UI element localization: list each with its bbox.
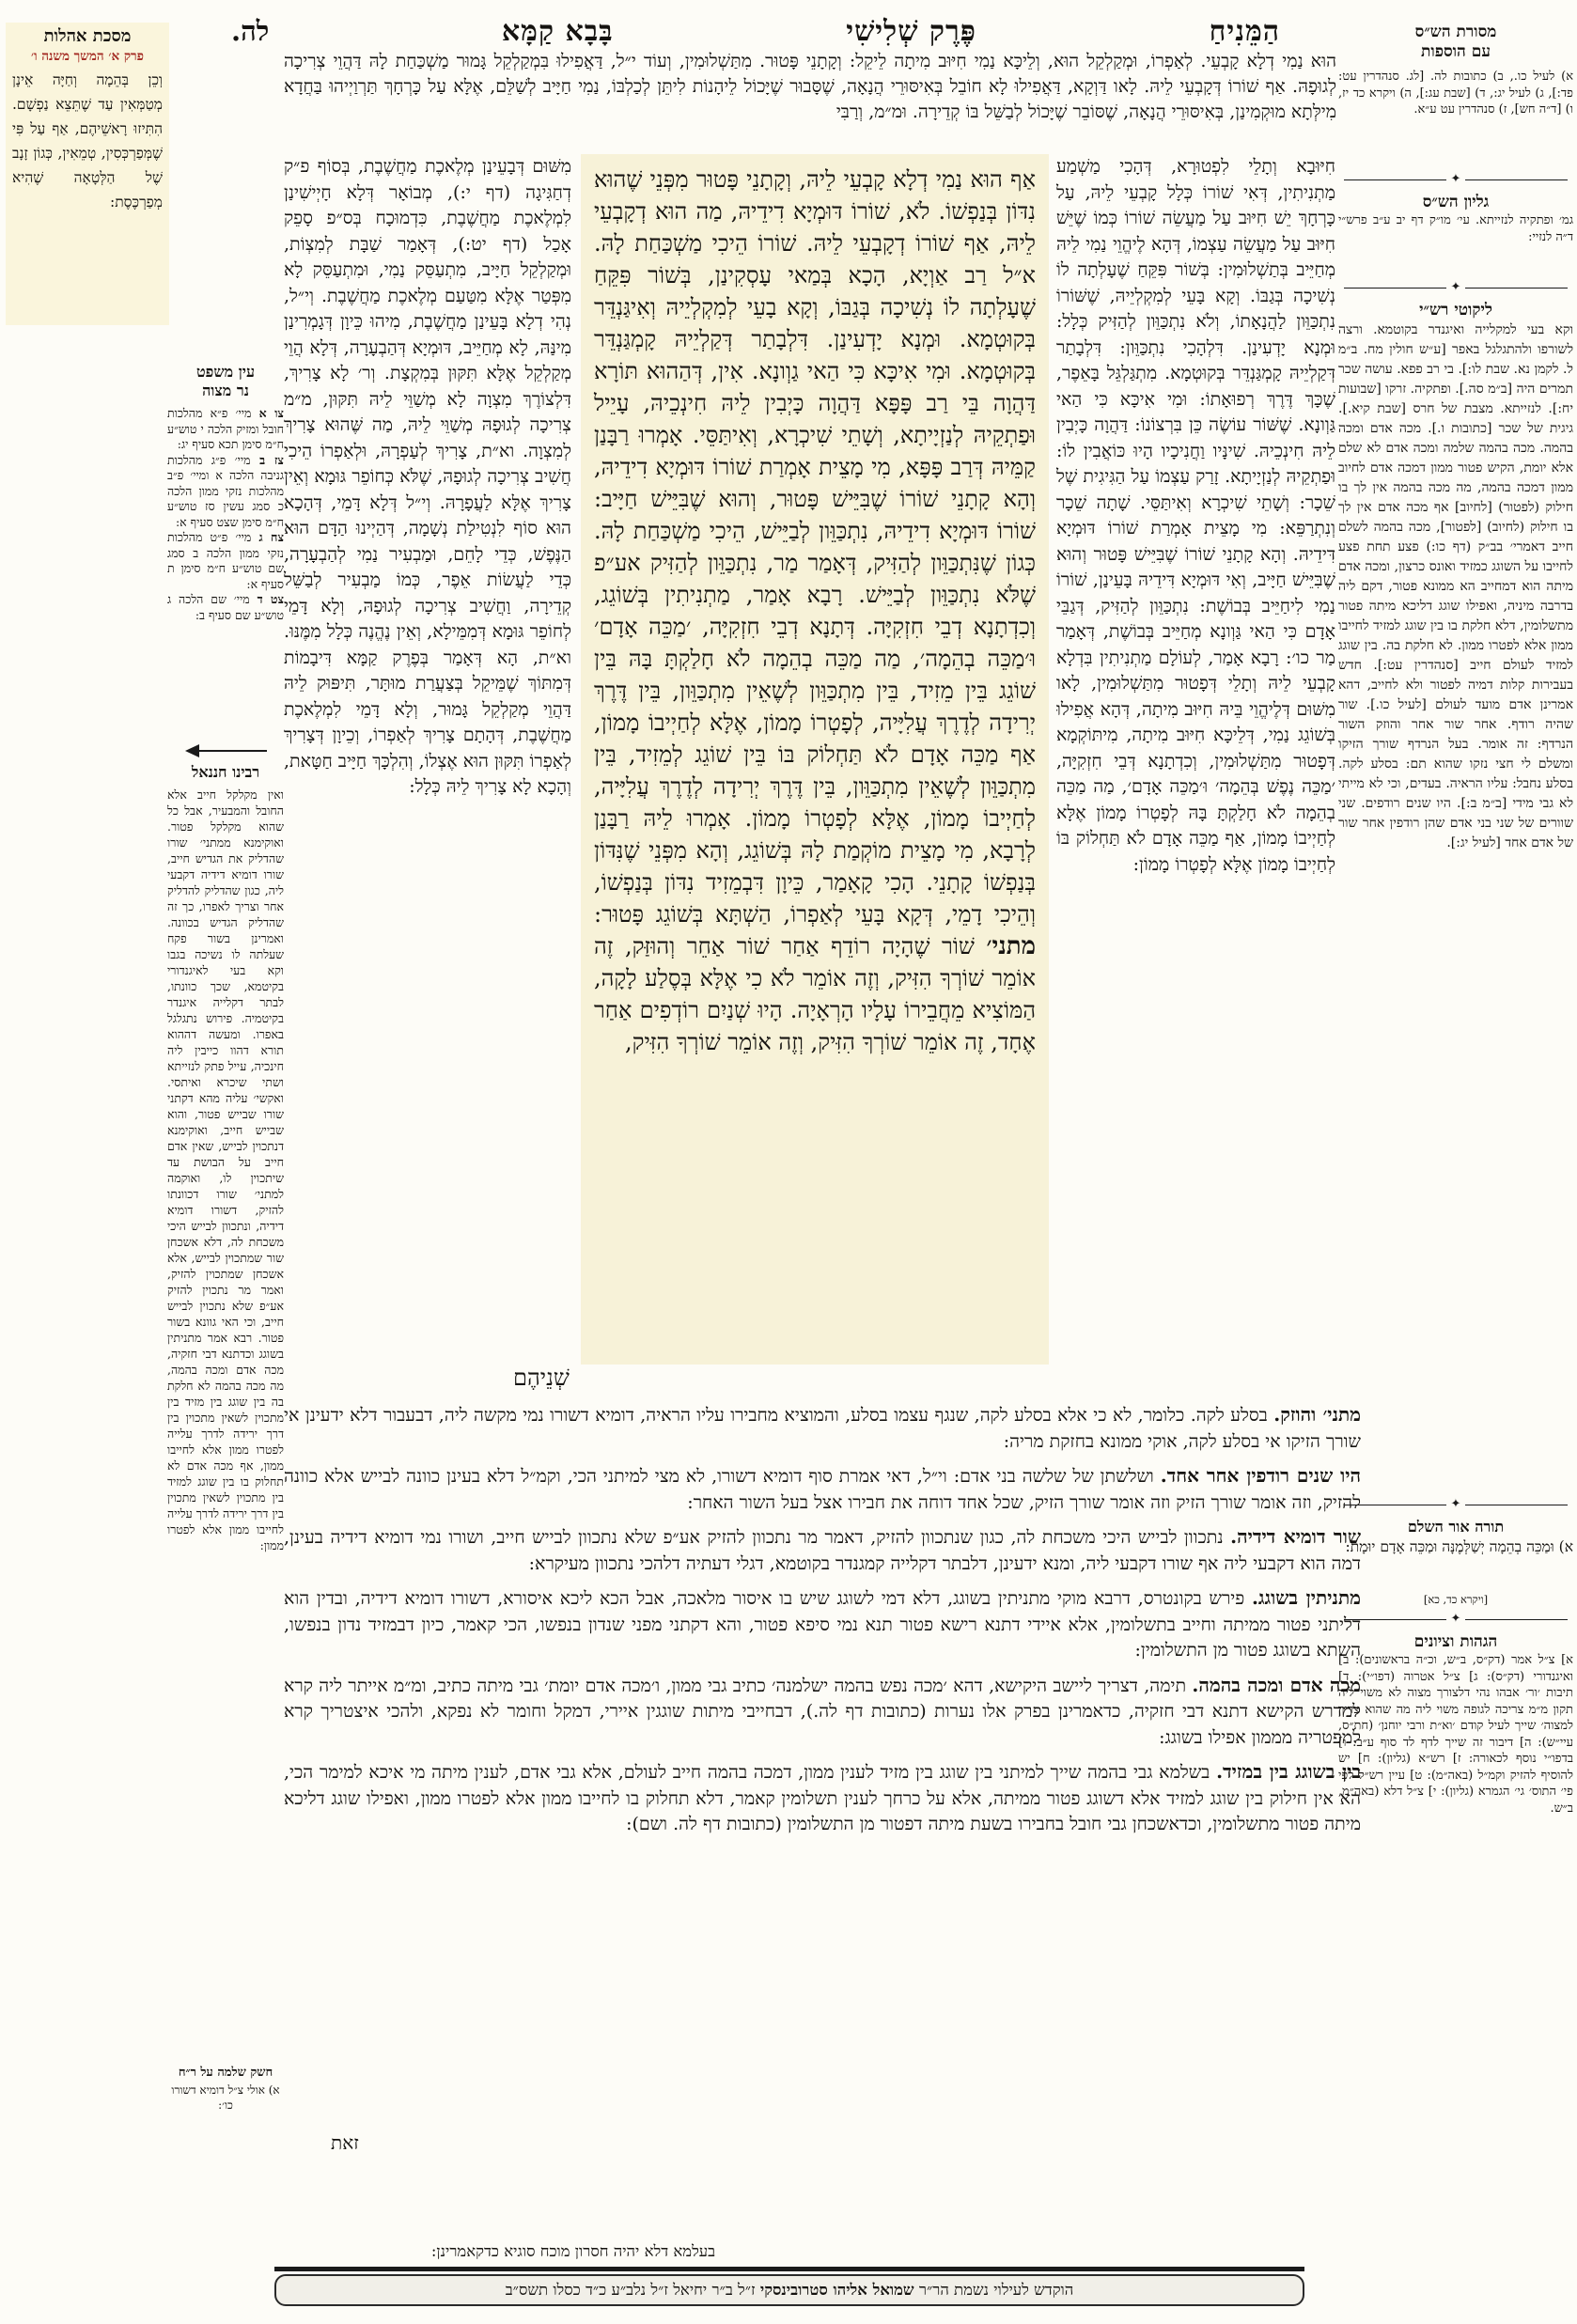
hagahot-title: הגהות וציונים <box>1413 1632 1498 1651</box>
ein-entry <box>167 453 284 531</box>
commentary-paragraph <box>284 1463 1361 1516</box>
torah-or-verse: א) וּמַכֵּה בְהֵמָה יְשַׁלְּמֶנָּה וּמַכֵּה אָדָם יוּמָת: <box>1345 1538 1573 1555</box>
perek-name: הַמֵּנִיחַ <box>1209 15 1280 48</box>
closing-line: בעלמא דלא יהיה חסרון מוכח סוגיא כדקאמרינן: <box>430 2242 716 2260</box>
hagahot-text: א] צ״ל אמר (דק״ס, ב״ש, וכ״ה בראשונים): ב] ואיגנדורי (דק״ס): ג] צ״ל אטרוה (דפו״י): ד] תיבות ׳ור׳ אבהו נהי דלצורך מצוה לא משוי ליה תקון מ״מ צריכה לגופה משוי ליה מה שהוא צריך למצוה׳ שייך לעיל קודם ׳וא״ת ורבי יוחנן׳ (חת״ס, עיי״ש): ה] דיבור זה שייך לדף לד סוף ע״ב: ו] בדפו״י נוסף לכאורה: ז] רש״א (גליון): ח] יש להוסיף להזיק וקמ״ל (באה״מ): ט] עיין רש״ל לפי פי׳ התוס׳ גי׳ הגמרא (גליון): י] צ״ל דלא (באה״מ, ב״ש. <box>1338 1653 1573 1816</box>
torah-or-source: [ויקרא כד, כא] <box>1423 1593 1489 1606</box>
paragraph-catchword: מתניתין בשוגג. <box>1251 1586 1361 1609</box>
ner-mitzvah-title: נר מצוה <box>202 382 249 399</box>
divider-ornament <box>1344 1614 1568 1624</box>
daf-number: לה. <box>231 15 270 47</box>
mishnah-label: מתני׳ <box>986 932 1036 960</box>
gemara-catchword: שְׁנֵיהֶם <box>513 1365 570 1391</box>
paragraph-text: ושלשתן של שלשה בני אדם: וי״ל, דאי אמרת סוף דומיא דשורו, לא מצי למיתני הכי, וקמ״ל דלא בעינן כוונה לבייש אלא כוונה להזיק, וזה אומר שורך הזיק וזה אומר שורך הזיק, שכל אחד דוחה את חבירו אצל בעל השור האחר: <box>284 1466 1361 1513</box>
ornament-diamond-icon: ✦ <box>1450 1612 1461 1626</box>
cheshek-shlomo-title: חשק שלמה על ר״ח <box>178 2066 273 2080</box>
inner-gutter-column <box>167 363 284 2113</box>
entry-letter: צט ד <box>257 592 284 606</box>
rabbeinu-chananel-text: ואין מקלקל חייב אלא החובל והמבעיר, אבל כל שהוא מקלקל פטור. ואוקימנא ממתני׳ שורו שהדליק את הגדיש חייב, שורו דומיא דידיה דקבעי ליה, כגון שהדליק להדליק אחר וצריך לאפרו, כך זה שהדליק הגדיש בכוונה. ואמרינן בשור פקח שעלתה לו נשיכה בגבו וקא בעי לאיגנדורי בקיטמא, שכך כוונתו, לבתר דקלייה איגנדר בקיטמיה. פירוש נתגלגל באפרו. ומעשה דההוא תורא דהוו כייבין ליה חינכיה, עייל פתק לנזייתא ושתי שיכרא ואיתסי. ואקשי׳ עליה מהא דקתני שורו שבייש פטור, והוא שבייש חייב, ואוקימנא דנתכוין לבייש, שאין אדם חייב על הבושת עד שיתכוין לו, ואוקמה למתני׳ שורו דכוונתו להזיק, דשורו דומיא דידיה, ונתכוון לבייש היכי משכחת לה, דלא אשכחן שור שמתכוין לבייש, אלא אשכחן שמתכוין להזיק, ואמר מר נתכוין להזיק אע״פ שלא נתכוין לבייש חייב, וכי האי גוונא בשור פטור. רבא אמר מתניתין בשוגג וכדתנא דבי חזקיה, מכה אדם ומכה בהמה, מה מכה בהמה לא חלקת בה בין שוגג בין מזיד בין מתכוין לשאין מתכוין בין דרך ירידה לדרך עלייה לפטרו ממון אלא לחייבו ממון, אף מכה אדם לא תחלוק בו בין שוגג למזיד בין מתכוין לשאין מתכוין בין דרך ירידה לדרך עלייה לחייבו ממון אלא לפטרו ממון: <box>167 788 284 1552</box>
commentary-paragraph <box>284 1759 1361 1838</box>
corner-mishnah-box <box>6 23 169 325</box>
outer-margin-column <box>1338 23 1573 1968</box>
ein-mishpat-title: עין משפט <box>195 363 256 381</box>
masoret-title: מסורת הש״ס <box>1414 23 1497 41</box>
commentary-right-column: חִיּוּבָא וְתָלֵי לִפְטוּרָא, דְּהָכִי מַשְׁמַע מַתְנִיתִין, דְּאִי שׁוֹרוֹ כְּלָל קָבְעֵי לֵיהּ, עַל כָּרְחָךְ יֵשׁ חִיּוּב עַל מַעֲשֵׂה שׁוֹרוֹ כְּמוֹ שֶׁיֵּשׁ חִיּוּב עַל מַעֲשֵׂה עַצְמוֹ, דְּהָא לֶיהֱוֵי נַמִי לֵיהּ מְחַיֵּיב בְּתַשְׁלוּמִין: בְּשׁוֹר פִּקֵּחַ שֶׁעָלְתָה לוֹ נְשִׁיכָה בְּגַבּוֹ. וְקָא בָּעֵי לְמִקְלְיֵיהּ, שֶׁשּׁוֹרוֹ נִתְכַּוֵּון לַהֲנָאָתוֹ, וְלֹא נִתְכַּוֵּון לְהַזִּיק כְּלָל: וּמְנָא יָדְעִינַן. דִּלְהָכִי נִתְכַּוֵּון: דִּלְבָתַר דְּקַלְיֵיהּ קָמְגַּנְדֵּר בְּקוּטְמָא. מִתְגַּלְגֵּל בָּאֵפֶר, שֶׁכָּךְ דֶּרֶךְ רְפוּאָתוֹ: וּמִי אִיכָּא כִּי הַאי גַּוְונָא. שֶׁשּׁוֹר עוֹשֶׂה כֵּן בִּרְצוֹנוֹ: דַּהֲוָה כָּיְבִין לֵיהּ חִינְכֵיהּ. שִׁינָּיו וַחֲנִיכָיו הָיוּ כּוֹאֲבִין לוֹ: וּפַתְקֵיהּ לְנַזְיָיתָא. זָרַק עַצְמוֹ עַל הַגִּיגִית שֶׁל שֵׁכָר: וְשָׁתֵי שִׁיכְרָא וְאִיתַּסֵּי. שָׁתָה שֵׁכָר וְנִתְרַפֵּא: מִי מָצֵית אָמְרַת שׁוֹרוֹ דּוּמְיָא דִּידֵיהּ. וְהָא קָתָנֵי שׁוֹרוֹ שֶׁבִּיֵּישׁ פָּטוּר וְהוּא שֶׁבִּיֵּישׁ חַיָּיב, וְאִי דּוּמְיָא דִּידֵיהּ בָּעֵינַן, שׁוֹרוֹ נַמִי לִיחַיֵּיב בְּבוֹשֶׁת: נִתְכַּוֵּון לְהַזִּיק, דְּגַבֵּי אָדָם כִּי הַאי גַּוְונָא מְחַיֵּיב בְּבוֹשֶׁת, דְּאָמַר מַר כו׳: רָבָא אָמַר, לְעוֹלָם מַתְנִיתִין בִּדְלָא קָבְעֵי לֵיהּ וְתָלֵי דְּפָטוּר מִתַּשְׁלוּמִין, לָאו מִשּׁוּם דְּלֶיהֱוֵי בֵּיהּ חִיּוּב מִיתָה, דְּהָא אֲפִילוּ בְּשׁוֹגֵג נַמִי, דְּלֵיכָּא חִיּוּב מִיתָה, מִיתּוֹקְמָא דְּפָטוּר מִתַּשְׁלוּמִין, וְכִדְתָנָא דְּבֵי חִזְקִיָּה, ׳מַכֵּה נֶפֶשׁ בְּהֵמָה׳ וּ׳מַכֵּה אָדָם׳, מַה מַכֵּה בְהֵמָה לֹא חָלַקְתָּ בָּהּ לְפָטְרוֹ מָמוֹן אֶלָּא לְחַיְיבוֹ מָמוֹן, אַף מַכֵּה אָדָם לֹא תַּחְלוֹק בּוֹ לְחַיְיבוֹ מָמוֹן אֶלָּא לְפָטְרוֹ מָמוֹן: <box>1056 156 1335 875</box>
corner-tractate-title: מסכת אהלות <box>43 26 132 46</box>
commentary-paragraph <box>284 1673 1361 1752</box>
paragraph-text: נתכוון לבייש היכי משכחת לה, כגון שנתכוון להזיק, דאמר מר נתכוון להזיק אע״פ שלא נתכוון לבייש חייב, ושורו נמי דומיא דידיה בעינן, דמה הוא דקבעי ליה אף שורו דקבעי ליה, ומנא ידעינן, דלבתר דקלייה קמגנדר בקוטמא, דגלי דעתיה דלהכי נתכוון מעיקרא: <box>284 1527 1361 1574</box>
entry-text: מיי׳ שם הלכה ג טוש״ע שם סעיף ב: <box>167 592 284 622</box>
commentary-paragraph <box>284 1402 1361 1455</box>
next-page-catchword: זאת <box>331 2131 359 2154</box>
paragraph-text: בסלע לקה. כלומר, לא כי אלא בסלע לקה, שנגף עצמו בסלע, והמוציא מחבירו עליו הראיה, דומיא דשורו נמי מקשה ליה, דבעבור דלא ידעינן אי שורך הזיקו אי בסלע לקה, אוקי ממונא בחזקת מריה: <box>284 1405 1361 1452</box>
entry-letter: צח ג <box>258 530 284 544</box>
divider-ornament <box>1344 280 1568 294</box>
entry-text: מיי׳ פ״א מהלכות חובל ומזיק הלכה י טוש״ע ח״מ סימן תכא סעיף יג: <box>167 406 284 451</box>
ornament-diamond-icon: ✦ <box>1450 1497 1461 1511</box>
gemara-highlighted-block <box>581 154 1049 1365</box>
entry-letter: צז ב <box>259 452 284 467</box>
masechet-name: בָּבָא קַמָּא <box>501 15 614 48</box>
corner-perek-subtitle: פרק א׳ המשך משנה ו׳ <box>30 49 145 64</box>
commentary-paragraph <box>284 1524 1361 1577</box>
commentary-paragraph <box>284 1585 1361 1664</box>
ein-entry <box>167 406 284 453</box>
likutei-rashi-title: ליקוטי רש״י <box>1419 301 1492 320</box>
cheshek-shlomo-text: א) אולי צ״ל דומיא דשורו כו׳: <box>171 2083 280 2112</box>
dedication-name: שמואל אליהו סטרובינסקי <box>759 2281 914 2299</box>
ornament-diamond-icon: ✦ <box>1450 172 1461 186</box>
gilyon-text: גמ׳ ופתקיה לנזייתא. עי׳ מו״ק דף יב ע״ב פרש״י ד״ה לנזיי: <box>1338 213 1573 244</box>
paragraph-catchword: מתני׳ והוזק. <box>1273 1403 1361 1426</box>
ein-entry <box>167 530 284 592</box>
commentary-left-column: מִשּׁוּם דְּבָעֵינַן מְלֶאכֶת מַחֲשֶׁבֶת, בְּסוֹף פ״ק דְחַגִּיגָה (דף י:), מְבוֹאָר דְּלָא חָיְישִׁינַן לִמְלֶאכֶת מַחֲשֶׁבֶת, כִּדְמוּכָח בְּס״פ סָפֵק אָכַל (דף יט:), דְּאָמַר שַׁבָּת לְמִצְוֹת, וּמְקַלְקֵל חַיָּיב, מִתְעַסֵּק נַמִי, וּמִתְעַסֵּק לָא מִפְּטַר אֶלָּא מִטַּעַם מְלֶאכֶת מַחֲשֶׁבֶת. וְי״ל, נְהִי דְלָא בָּעֵינַן מַחֲשֶׁבֶת, מִיהוּ כֵּיוָן דְּגָמְרִינַן מִינַּהּ, לָא מְחַיֵּיב, דּוּמְיָא דְּהַבְעָרָה, דְּלָא הֲוֵי מְקַלְקֵל אֶלָּא תִּקּוּן בְּמִקְצָת. וְר׳ לָא צָרִיךְ, דִּלְצוֹרֶךְ מִצְוָה לָא מְשַׁוֵּי לֵיהּ תִּקּוּן, מ״מ צְרִיכָה לְגוּפָהּ מְשַׁוֵּי לֵיהּ, מַה שֶּׁהוּא צָרִיךְ לְמִצְוָה. וא״ת, צָרִיךְ לְעַפְרָהּ, וּלְאַפְרוֹ הֵיכִי חֲשִׁיב צְרִיכָה לְגוּפָהּ, שֶׁלֹּא כְּחוֹפֵר גּוּמָא וְאֵין צָרִיךְ אֶלָּא לַעֲפָרָהּ. וְי״ל דְּלָא דָּמֵי, דְּהָכָא הוּא סוֹף לִנְטִילַת נְשָׁמָה, דְּהַיְינוּ הַדָּם הוּא הַנֶּפֶשׁ, כְּדֵי לָחֵם, וּמַבְעִיר נַמִי לְהַבְעָרָה, כְּדֵי לַעֲשׂוֹת אֵפֶר, כְּמוֹ מַבְעִיר לְבַשֵּׁל קְדֵירָה, וַחֲשִׁיב צְרִיכָה לְגוּפָהּ, וְלָא דָּמֵי לְחוֹפֵר גּוּמָא דְּמִמֵּילָא, וְאֵין נֶהֱנֶה כְּלָל מִמֶּנּוּ. וא״ת, הָא דְּאָמַר בְּפֶרֶק קַמָּא דִּיבָמוֹת דְּמִתּוֹךְ שֶׁמֵּיקֵל בְּצַעֲרַת מוּתָּר, תִּיפּוּק לֵיהּ דַּהֲוֵי מְקַלְקֵל גָּמוּר, וְלָא דָּמֵי לִמְלֶאכֶת מַחֲשֶׁבֶת, דְּהָתָם צָרִיךְ לְאַפְרוֹ, וְכֵיוָן דְּצָרִיךְ לְאַפְרוֹ תִּקּוּן הוּא אֶצְלוֹ, וְהִלְכָּךְ חַיָּיב חַטָּאת, וְהָכָא לָא צָרִיךְ לֵיהּ כְּלָל: <box>284 156 571 797</box>
arrow-divider-icon <box>192 750 267 752</box>
entry-text: מיי׳ פ״ט מהלכות נזקי ממון הלכה ב סמג שם טוש״ע ח״מ סימן ת סעיף א: <box>167 530 284 591</box>
paragraph-text: בשלמא גבי בהמה שייך למיתני בין שוגג בין מזיד לענין ממון, דמכה בהמה חייב לעולם, אלא גבי אדם, לענין מיתה מי איכא למימר הכי, הא אין חילוק בין שוגג למזיד אלא דשוגג פטור ממיתה, אלא על כרחך לענין תשלומין קאמר, דלא תחלוק בו לחייבו ממון אלא לפטרו ממון, ואפילו שוגג דליכא מיתה פטור מתשלומין, וכדאשכחן גבי חובל בחבירו בשעת מיתה דפטור מן התשלומין (כתובות דף לה. ושם): <box>284 1762 1361 1834</box>
perek-number: פֶּרֶק שְׁלִישִׁי <box>846 15 977 48</box>
divider-ornament <box>1344 172 1568 186</box>
rabbeinu-chananel-title: רבינו חננאל <box>191 763 260 781</box>
masoret-subtitle: עם הוספות <box>1421 42 1491 61</box>
entry-letter: צו א <box>258 406 284 420</box>
masoret-references: א) לעיל כו., ב) כתובות לה. [לג. סנהדרין עט: פד:], ג) לעיל יג:, ד) [שבת עג:], ה) ויקרא כד יז, ו) [ד״ה חש], ז) סנהדרין עט ע״א. <box>1338 70 1573 117</box>
likutei-rashi-text: וקא בעי למקלייה ואיגנדר בקוטמא. ורצה לשורפו ולהתגלגל באפר [ע״ש חולין מח. ב״מ ל. לקמן נא. שבת לו:]. בי רב פפא. עושה שכר תמרים היה [ב״מ סה.]. ופתקיה. זרקו [שבועות יח:]. לנזייתא. מצבת של חרס [שבת קיא.]. גיגית של שכר [כתובות ו.]. מכה אדם ומכה בהמה. מכה בהמה שלמה ומכה אדם לא שלם אלא יומת, הקיש פטור ממון דמכה אדם לחיוב ממון דמכה בהמה, מה מכה בהמה אין לך בו חילוק (לפטור) [לחיוב] אף מכה אדם אין לך בו חילוק (לחיוב) [לפטור], מכה בהמה לשלם חייב דאמרי׳ בב״ק (דף כו:) פצע תחת פצע לחייבו על השוגג כמזיד ואונס כרצון, ומכה אדם מיתה הוא דמחייב הא ממונא פטור, דקם ליה בדרבה מיניה, ואפילו שוגג דליכא מיתה פטור מתשלומין, דלא חלקת בו בין שוגג למזיד לחייבו ממון אלא לפטרו ממון. לא חלקת בה. בין שוגג למזיד לעולם חייב [סנהדרין עט:]. חדש בעבירות קלות דמיה לפטור ולא לחייב, דהא אמרינן אדם מועד לעולם [לעיל כו.]. שור שהיה רודף. אחר שור אחר והוזק השור הנרדף: זה אומר. בעל הנרדף שורך הזיקו ומשלם לי חצי נזקו שהוא תם: בסלע לקה. בסלע נחבל: עליו הראיה. בעדים, וכי לא מייתי לא גבי מידי [ב״מ ב:]. היו שנים רודפים. שני שוורים של שני בני אדם שהן רודפין אחר שור של אדם אחד [לעיל יג:]. <box>1338 322 1573 850</box>
dedication-prefix: הוקדש לעילוי נשמת הר״ר <box>918 2281 1074 2299</box>
lower-commentary <box>284 1402 1361 2235</box>
paragraph-catchword: מכה אדם ומכה בהמה. <box>1192 1673 1361 1696</box>
entry-text: מיי׳ פ״ג מהלכות גניבה הלכה א ומיי׳ פ״ב מהלכות נזקי ממון הלכה כ סמג עשין סז טוש״ע ח״מ סימן שצט סעיף א: <box>167 452 284 529</box>
paragraph-text: תימה, דצריך ליישב היקישא, דהא ׳מכה נפש בהמה ישלמנה׳ כתיב גבי ממון, ו׳מכה אדם יומת׳ גבי מיתה כתיב, ומ״מ אייתר ליה קרא למדרש הקישא דתנא דבי חזקיה, כדאמרינן בפרק אלו נערות (כתובות דף לה.), דבחייבי מיתות שוגגין איירי, דמקל וחומר לא נפקא, ולהכי איצטריך קרא למפטריה מממון אפילו בשוגג: <box>284 1675 1361 1748</box>
gilyon-title: גליון הש״ס <box>1422 193 1490 211</box>
paragraph-text: פירש בקונטרס, דרבא מוקי מתניתין בשוגג, דלא דמי לשוגג שיש בו איסור מלאכה, אבל הכא ליכא איסורא, דשורו דומיא דידיה, ובדין הוא דליתני פטור ממיתה וחייב בתשלומין, אלא איידי דתנא רישא פטור תנא נמי סיפא פטור, והא דקתני מפני שנדון בנפשו, הכי קאמר, כיון דבמזיד נדון בנפשו, השתא בשוגג פטור מן התשלומין: <box>284 1588 1361 1661</box>
torah-or-title: תורה אור השלם <box>1407 1518 1505 1536</box>
commentary-top-lines: הוּא נַמִי דְלָא קָבְעֵי. לְאַפְרוֹ, וּמְקַלְקֵל הוּא, וְלֵיכָּא נַמִי חִיּוּב מִיתָה לֵיקֵל: וְקָתָנֵי פָּטוּר. מִתַּשְׁלוּמִין, וְעוֹד י״ל, דַּאֲפִילוּ בִּמְקַלְקֵל גָּמוּר מַשְׁכַּחַת לָהּ דַּהֲוֵי צְרִיכָה לְגוּפָהּ. אַף שׁוֹרוֹ דְּקָבְעֵי לֵיהּ. לָאו דַּוְקָא, דַּאֲפִילוּ לָא חוֹבֵל בְּאִיסּוּרֵי הֲנָאָה, שֶׁסָּבוּר שֶׁיָּכוֹל לֵיהָנוֹת לִיתֵּן לְכַלְבּוֹ, נַמִי חַיָּיב לְשַׁלֵּם, אֶלָּא עַל כָּרְחָךְ תַּרְוַיְיהוּ בַּחֲדָא מִילְּתָא מוּקְמִינַן, בְּאִיסּוּרֵי הֲנָאָה, שֶׁסּוֹבֵר שֶׁיָּכוֹל לְבַשֵּׁל בּוֹ קְדֵירָה. וּמ״מ, וְרַבִּי <box>284 51 1336 122</box>
dedication-suffix: ז״ל ב״ר יחיאל ז״ל נלב״ע כ״ד כסלו תשס״ב <box>505 2281 756 2299</box>
ein-mishpat-entries <box>167 406 284 737</box>
paragraph-catchword: שור דומיא דידיה. <box>1230 1525 1361 1548</box>
gemara-text: אַף הוּא נַמִי דְלָא קָבְעֵי לֵיהּ, וְקָתָנֵי פָּטוּר מִפְּנֵי שֶׁהוּא נִדּוֹן בְּנַפְשׁוֹ. לֹא, שׁוֹרוֹ דּוּמְיָא דִידֵיהּ, מַה הוּא דְקָבְעֵי לֵיהּ, אַף שׁוֹרוֹ דְקָבְעֵי לֵיהּ. שׁוֹרוֹ הֵיכִי מַשְׁכַּחַת לָהּ. א״ל רַב אַוְיָא, הָכָא בְּמַאי עָסְקִינַן, בְּשׁוֹר פִּקֵּחַ שֶׁעָלְתָה לוֹ נְשִׁיכָה בְּגַבּוֹ, וְקָא בָעֵי לְמִקְלְיֵיהּ וְאִיגַּנְדֵּר בְּקוּטְמָא. וּמְנָא יָדְעִינַן. דִּלְבָתַר דְּקַלְיֵיהּ קָמְגַּנְדֵּר בְּקוּטְמָא. וּמִי אִיכָּא כִּי הַאי גַוְונָא. אִין, דְּהַהוּא תּוֹרָא דַּהֲוָה בֵּי רַב פָּפָּא דַּהֲוָה כָּיְבִין לֵיהּ חִינְכֵיהּ, עָיֵיל וּפַתְקֵיהּ לְנַזְיָיתָא, וְשָׁתֵי שִׁיכְרָא, וְאִיתַּסֵּי. אָמְרוּ רַבָּנַן קַמֵּיהּ דְּרַב פָּפָּא, מִי מָצֵית אָמְרַת שׁוֹרוֹ דּוּמְיָא דִידֵיהּ, וְהָא קָתָנֵי שׁוֹרוֹ שֶׁבִּיֵּישׁ פָּטוּר, וְהוּא שֶׁבִּיֵּישׁ חַיָּיב: שׁוֹרוֹ דּוּמְיָא דִידֵיהּ, נִתְכַּוֵּון לְבַיֵּישׁ, הֵיכִי מַשְׁכַּחַת לָהּ. כְּגוֹן שֶׁנִּתְכַּוֵּון לְהַזִּיק, דְּאָמַר מַר, נִתְכַּוֵּון לְהַזִּיק אע״פ שֶׁלֹּא נִתְכַּוֵּון לְבַיֵּישׁ. רָבָא אָמַר, מַתְנִיתִין בְּשׁוֹגֵג, וְכִדְתָנָא דְבֵי חִזְקִיָּה. דְּתָנָא דְבֵי חִזְקִיָּה, ׳מַכֵּה אָדָם׳ וּ׳מַכֵּה בְהֵמָה׳, מַה מַכֵּה בְהֵמָה לֹא חָלַקְתָּ בָּהּ בֵּין שׁוֹגֵג בֵּין מֵזִיד, בֵּין מִתְכַּוֵּון לְשֶׁאֵין מִתְכַּוֵּון, בֵּין דֶּרֶךְ יְרִידָה לְדֶרֶךְ עֲלִיָּיה, לְפָטְרוֹ מָמוֹן, אֶלָּא לְחַיְיבוֹ מָמוֹן, אַף מַכֵּה אָדָם לֹא תַּחְלוֹק בּוֹ בֵּין שׁוֹגֵג לְמֵזִיד, בֵּין מִתְכַּוֵּון לְשֶׁאֵין מִתְכַּוֵּון, בֵּין דֶּרֶךְ יְרִידָה לְדֶרֶךְ עֲלִיָּיה, לְחַיְיבוֹ מָמוֹן, אֶלָּא לְפָטְרוֹ מָמוֹן. אָמְרוּ לֵיהּ רַבָּנַן לְרָבָא, מִי מָצֵית מוֹקְמַת לָהּ בְּשׁוֹגֵג, וְהָא מִפְּנֵי שֶׁנִּדּוֹן בְּנַפְשׁוֹ קָתָנֵי. הָכִי קָאָמַר, כֵּיוָן דִּבְמֵזִיד נִדּוֹן בְּנַפְשׁוֹ, וְהֵיכִי דָמֵי, דְּקָא בָּעֵי לְאַפְרוֹ, הַשְׁתָּא בְּשׁוֹגֵג פָּטוּר: <box>594 166 1037 928</box>
mishnah-text: שׁוֹר שֶׁהָיָה רוֹדֵף אַחַר שׁוֹר אַחֵר וְהוּזַּק, זֶה אוֹמֵר שׁוֹרְךָ הִזִּיק, וְזֶה אוֹמֵר לֹא כִי אֶלָּא בְּסֶלַע לָקָה, הַמּוֹצִיא מֵחֲבֵירוֹ עָלָיו הָרְאָיָה. הָיוּ שְׁנַיִם רוֹדְפִים אַחַר אֶחָד, זֶה אוֹמֵר שׁוֹרְךָ הִזִּיק, וְזֶה אוֹמֵר שׁוֹרְךָ הִזִּיק, <box>594 933 1036 1055</box>
ein-entry <box>167 592 284 623</box>
dedication-box <box>274 2274 1304 2306</box>
dedication-footer <box>274 2267 1304 2306</box>
paragraph-catchword: בין בשוגג בין במזיד. <box>1216 1760 1361 1783</box>
corner-mishnah-text: וְכֵן בְּהֵמָה וְחַיָּה אֵינָן מְטַמְּאִין עַד שֶׁתֵּצֵא נַפְשָׁם. הִתִּיזוּ רָאשֵׁיהֶם, אַף עַל פִּי שֶׁמְּפַרְכְּסִין, טְמֵאִין, כְּגוֹן זָנָב שֶׁל הַלְּטָאָה שֶׁהִיא מְפַרְכֶּסֶת: <box>12 71 163 211</box>
ornament-diamond-icon: ✦ <box>1450 280 1461 294</box>
paragraph-catchword: היו שנים רודפין אחר אחד. <box>1160 1464 1361 1487</box>
divider-ornament <box>1344 1497 1568 1511</box>
